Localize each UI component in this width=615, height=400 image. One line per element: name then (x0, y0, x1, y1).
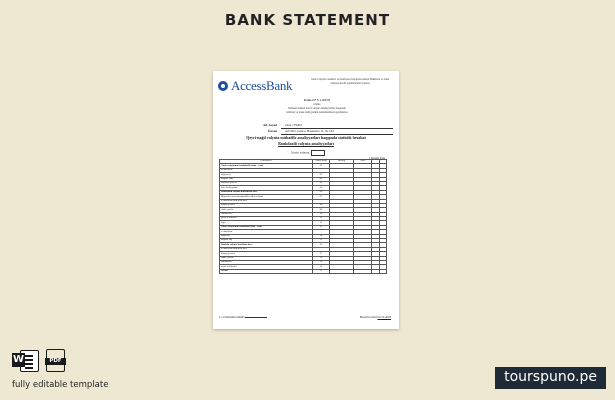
logo-text: AccessBank (231, 78, 293, 93)
row-label: nağdsız satış (220, 177, 313, 181)
bank-logo (218, 78, 292, 94)
col-header: sətirin kodu (313, 160, 330, 164)
format-icons (12, 349, 66, 372)
row-label: Bankdaxili valyuta mübadiləsi üzrə (220, 190, 313, 194)
row-label: Bankda valyuta hesabları üzrə (220, 243, 313, 247)
footer-date: Hesabat tarixi 02.12.2018 (360, 315, 391, 319)
header-lines (253, 99, 381, 115)
row-code: 01 (313, 164, 330, 168)
row-label: fiziki şəxslər (220, 256, 313, 260)
row-code: 21 (313, 269, 330, 273)
row-code: 13 (313, 225, 330, 229)
header-line: Mərkəzi bankın xarici valyuta əməliyyatları haqqında (288, 107, 346, 110)
rate-label: Xarici valyuta (291, 150, 310, 155)
row-label: Xarici valyutanın bankdaxili satışı - cəmi (220, 164, 313, 168)
currency-rate (291, 150, 325, 156)
row-label: nağd satış (220, 173, 313, 177)
row-label: o cümlədən: (220, 230, 313, 234)
row-label: o cümlədən müştərilər üzrə (220, 247, 313, 251)
statement-table (219, 159, 387, 274)
logo-mark-icon (218, 81, 228, 91)
document-footer (219, 315, 391, 319)
row-code: 18 (313, 256, 330, 260)
row-label: qeyri-rezidentlər (220, 217, 313, 221)
rate-box (311, 150, 325, 156)
row-label: nağd alış (220, 234, 313, 238)
header-line: Forma 227 N 1, 2017/N (303, 99, 331, 102)
row-code: 20 (313, 265, 330, 269)
row-code: 06 (313, 190, 330, 194)
row-label: o cümlədən müştərilər üzrə (220, 199, 313, 203)
statement-document (213, 71, 399, 329)
row-code: 11 (313, 217, 330, 221)
row-cell (379, 269, 386, 273)
row-code: 19 (313, 260, 330, 264)
row-code: 07 (313, 195, 330, 199)
row-code: 09 (313, 208, 330, 212)
row-label: digər (220, 221, 313, 225)
row-label: nağdsız alış (220, 239, 313, 243)
pdf-icon: PDF (46, 349, 66, 372)
statement-title: Qeyri-nağd valyuta mübadilə əməliyyatları haqqında statistik hesabat (246, 135, 366, 140)
row-code: 10 (313, 212, 330, 216)
row-label: o cümlədən: (220, 168, 313, 172)
row-label: hüquqi şəxslər (220, 203, 313, 207)
tagline: fully editable template (12, 380, 109, 390)
row-cell (330, 269, 354, 273)
row-label: qeyri-rezidentlər (220, 265, 313, 269)
col-header: dövr (354, 160, 372, 164)
row-label: Müştərilər arasında mübadilə edilən valyuta (220, 195, 313, 199)
row-code: 12 (313, 221, 330, 225)
word-icon: W (12, 349, 38, 371)
row-code: 02 (313, 173, 330, 177)
row-label: Yekun (220, 269, 313, 273)
row-label: köçürmə yolu ilə (220, 181, 313, 185)
row-label: Xarici valyutanın bankdaxili alışı - cəmi (220, 225, 313, 229)
row-code: 04 (313, 181, 330, 185)
row-cell (372, 269, 379, 273)
field-label: Ad, Soyad (263, 123, 277, 127)
row-code: 05 (313, 186, 330, 190)
brand-badge[interactable]: tourspuno.pe (495, 367, 606, 389)
field-label: Ünvan (267, 129, 277, 133)
client-fields (233, 123, 393, 135)
row-code: 17 (313, 252, 330, 256)
col-header: məbləğ (330, 160, 354, 164)
row-code: 08 (313, 203, 330, 207)
col-header: Göstəricilər (220, 160, 313, 164)
unit-note: 1 manatla ifadə (369, 157, 385, 160)
header-note: Xarici valyuta vəsaitləri və mənfəətlər haqqında hesabat Bankların və bank olmayan kredit təşkilatlarının forması (311, 78, 389, 85)
row-label: sahibkarlar (220, 260, 313, 264)
row-cell (354, 269, 372, 273)
row-code: 14 (313, 234, 330, 238)
table-row (220, 269, 387, 273)
header-line: bölmə (313, 103, 321, 106)
row-label: hüquqi şəxslər (220, 252, 313, 256)
row-label: kart əməliyyatları (220, 186, 313, 190)
statement-subtitle: Bankdaxili valyuta əməliyyatları (278, 141, 334, 146)
header-line: təlimata və bank fəaliyyətinin tənzimlənməsi qaydalarına (286, 111, 348, 114)
footer-signature: 1-ci bölmənin müdiri (219, 315, 267, 319)
row-code: 03 (313, 177, 330, 181)
row-code: 16 (313, 243, 330, 247)
row-label: sahibkarlar (220, 212, 313, 216)
row-code: 15 (313, 239, 330, 243)
field-value: AZ1022, Gəncə, Həsənoba 11, m. 162 (281, 129, 393, 135)
row-label: fiziki şəxslər (220, 208, 313, 212)
field-value: xxxx 178204 (281, 123, 393, 129)
page-title: BANK STATEMENT (224, 11, 391, 29)
